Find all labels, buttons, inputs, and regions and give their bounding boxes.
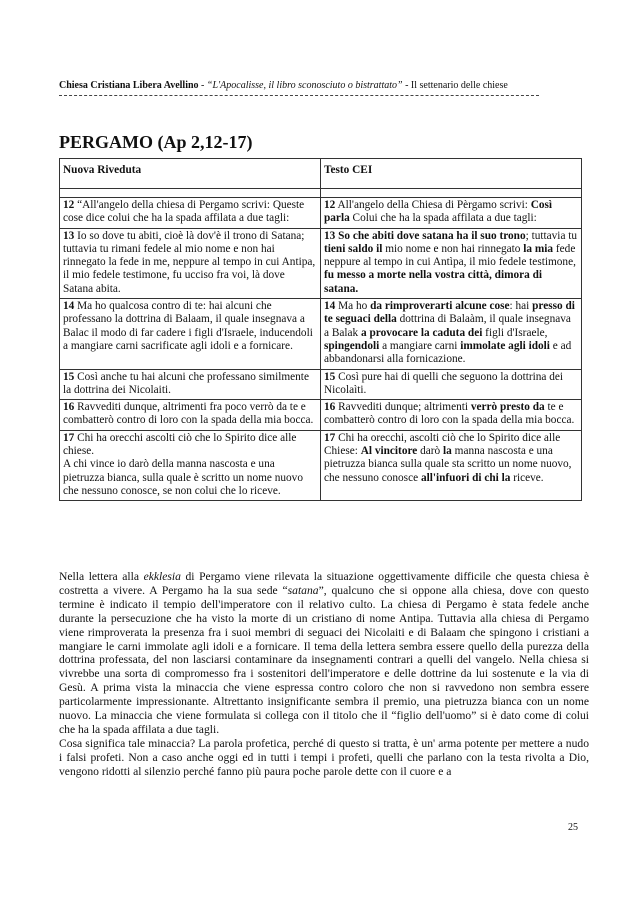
bold-text-run: all'infuori di chi la	[420, 471, 511, 484]
commentary-text	[59, 570, 589, 779]
bold-text-run: 15	[63, 370, 75, 383]
text-run: “All'angelo della chiesa di Pergamo scrivi: Queste cose dice colui che ha la spada affilata a due tagli:	[63, 199, 305, 225]
bold-text-run: immolate agli idoli	[460, 339, 550, 352]
text-run: All'angelo della Chiesa di Pèrgamo scrivi:	[335, 199, 531, 211]
table-header-row	[60, 159, 582, 189]
bold-text-run: Così parla	[324, 199, 553, 225]
header-divider	[59, 95, 539, 96]
bold-text-run: spingendoli	[324, 339, 380, 352]
comparison-table	[59, 158, 582, 501]
bold-text-run: 12	[63, 199, 75, 211]
text-run: Cosa significa tale minaccia? La parola profetica, perché di questo si tratta, è un' arma potente per mettere a nudo i falsi profeti. Non a caso anche oggi ed in tutti i tempi i profeti, quelli che parlano con la testa rivolta a Dio, vengono ridotti al silenzio perché fanno più paura poche parole dette con il cuore e a	[59, 736, 589, 778]
header-sep: -	[198, 80, 207, 91]
testo-cei-cell	[321, 369, 582, 400]
text-run: Così pure hai di quelli che seguono la dottrina dei Nicolaìti.	[324, 370, 564, 396]
text-run: ”, qualcuno che si oppone alla chiesa, dove con questo termine è indicato il tempio dell'imperatore con il relativo culto. La chiesa di Pergamo è stata fedele anche durante la persecuzione che ha visto la morte di un cristiano di nome Antipa. Tuttavia alla chiesa di Pergamo viene rimproverata la presenza fra i suoi membri di seguaci dei Nicolaiti e di Balaam che spingono i cristiani a mangiare le carni immolate agli idoli e a fornicare. Il tema della lettera sembra essere quello della purezza della dottrina professata, del non lasciarsi contaminare da insegnamenti contrari a quelli del vangelo. Nella chiesa si vivrebbe una sorta di compromesso fra i sostenitori dell'imperatore e delle dottrine da lui sostenute e la via di Gesù. A prima vista la minaccia che viene espressa contro coloro che non si ravvedono non sembra essere particolarmente impressionante. Altrettanto insignificante sembra il premio, una pietruzza bianca con un nome nuovo. La minaccia che viene formulata si collega con il titolo che il “figlio dell'uomo” si è dato come di colui che ha la spada affilata a due tagli.	[59, 583, 589, 736]
text-run: fede neppure al tempo in cui Antìpa, il mio fedele testimone,	[324, 242, 576, 269]
section-title: PERGAMO (Ap 2,12-17)	[59, 132, 253, 152]
testo-cei-cell	[321, 430, 582, 500]
bold-text-run: da rimproverarti alcune cose	[370, 300, 510, 313]
verse-row	[60, 430, 582, 500]
nuova-riveduta-cell	[60, 430, 321, 500]
bold-text-run: 13	[63, 229, 75, 242]
body-paragraph	[59, 570, 589, 737]
bold-text-run: 16	[63, 401, 75, 414]
text-run: e ad abbandonarsi alla fornicazione.	[324, 339, 572, 366]
header-org: Chiesa Cristiana Libera Avellino	[59, 80, 199, 91]
bold-text-run: verrò presto da	[470, 401, 545, 414]
verse-row	[60, 369, 582, 400]
text-run: Chi ha orecchi, ascolti ciò che lo Spirito dice alle Chiese:	[324, 431, 561, 458]
testo-cei-cell	[321, 400, 582, 431]
text-run: ; tuttavia tu	[525, 229, 578, 242]
text-run: riceve.	[510, 471, 544, 484]
text-run: darò	[417, 445, 444, 458]
bold-text-run: fu messo a morte nella vostra città, dimora di satana.	[324, 269, 543, 295]
header-sep: -	[402, 80, 411, 91]
spacer-cell	[60, 189, 321, 198]
testo-cei-cell	[321, 198, 582, 229]
text-run: Io so dove tu abiti, cioè là dov'è il trono di Satana; tuttavia tu rimani fedele al mio nome e non hai rinnegato la fede in me, neppure al tempo in cui Antipa, il mio fedele testimone, fu ucciso fra voi, là dove Satana abita.	[63, 229, 316, 295]
bold-text-run: presso di te seguaci della	[324, 300, 575, 326]
bold-text-run: 14	[63, 300, 75, 313]
text-run: Nella lettera alla	[59, 570, 144, 583]
text-run: Ravvediti dunque; altrimenti	[335, 401, 471, 414]
text-run: Così anche tu hai alcuni che professano similmente la dottrina dei Nicolaiti.	[63, 370, 309, 396]
bold-text-run: tieni saldo il	[324, 242, 383, 255]
verse-row	[60, 400, 582, 431]
bold-text-run: 17	[63, 431, 75, 444]
nuova-riveduta-cell	[60, 400, 321, 431]
column-header-testo-cei: Testo CEI	[321, 159, 582, 189]
bold-text-run: 14	[324, 300, 336, 313]
text-run: figli d'Israele,	[482, 326, 548, 339]
text-run: te e combatterò contro di loro con la spada della mia bocca.	[324, 401, 575, 427]
bold-text-run: a provocare la caduta dei	[361, 326, 483, 339]
bold-text-run: la mia	[523, 242, 554, 255]
bold-text-run: 12	[324, 199, 336, 211]
text-run: Chi ha orecchi ascolti ciò che lo Spirito dice alle chiese.	[63, 431, 297, 458]
verse-row	[60, 198, 582, 229]
text-run: A chi vince io darò della manna nascosta e una pietruzza bianca, sulla quale è scritto un nome nuovo che nessuno conosce, se non colui che lo riceve.	[63, 458, 303, 497]
bold-text-run: 13 So che abiti dove satana ha il suo trono	[324, 229, 526, 242]
spacer-cell	[321, 189, 582, 198]
header-book-title: “L'Apocalisse, il libro sconosciuto o bistrattato”	[206, 80, 403, 91]
text-run: Ma ho qualcosa contro di te: hai alcuni che professano la dottrina di Balaam, il quale insegnava a Balac il modo di far cadere i figli d'Israele, inducendoli a mangiare carni sacrificate agli idoli e a fornicare.	[63, 300, 313, 352]
nuova-riveduta-cell	[60, 198, 321, 229]
verse-row	[60, 299, 582, 369]
bold-text-run: 16	[324, 401, 336, 414]
nuova-riveduta-cell	[60, 299, 321, 369]
header-section: Il settenario delle chiese	[410, 80, 508, 91]
text-run: manna nascosta e una pietruzza bianca sulla quale sta scritto un nome nuovo, che nessuno conosce	[324, 445, 572, 484]
italic-text-run: satana	[287, 583, 319, 597]
text-run: Colui che ha la spada affilata a due tagli:	[349, 212, 537, 225]
table-body	[60, 189, 582, 501]
bold-text-run: 15	[324, 370, 336, 383]
nuova-riveduta-cell	[60, 228, 321, 298]
text-run: di Pergamo viene rilevata la situazione oggettivamente difficile che questa chiesa è costretta a vivere. A Pergamo ha la sua sede “	[59, 570, 589, 597]
text-run: mio nome e non hai rinnegato	[382, 242, 524, 255]
testo-cei-cell	[321, 299, 582, 369]
bold-text-run: 17	[324, 431, 336, 444]
text-run: Ma ho	[335, 300, 371, 313]
column-header-nuova-riveduta: Nuova Riveduta	[60, 159, 321, 189]
verse-row	[60, 228, 582, 298]
text-run: Ravvediti dunque, altrimenti fra poco verrò da te e combatterò contro di loro con la spada della mia bocca.	[63, 401, 314, 427]
text-run: a mangiare carni	[379, 339, 461, 352]
page-number: 25	[568, 822, 578, 833]
testo-cei-cell	[321, 228, 582, 298]
body-paragraph	[59, 737, 589, 779]
running-header	[59, 79, 599, 92]
bold-text-run: la	[443, 445, 452, 458]
table-spacer-row	[60, 189, 582, 198]
bold-text-run: Al vincitore	[360, 445, 418, 458]
nuova-riveduta-cell	[60, 369, 321, 400]
text-run: dottrina di Balaàm, il quale insegnava a Balak	[324, 313, 571, 339]
italic-text-run: ekklesia	[143, 570, 181, 583]
text-run: : hai	[509, 300, 533, 313]
